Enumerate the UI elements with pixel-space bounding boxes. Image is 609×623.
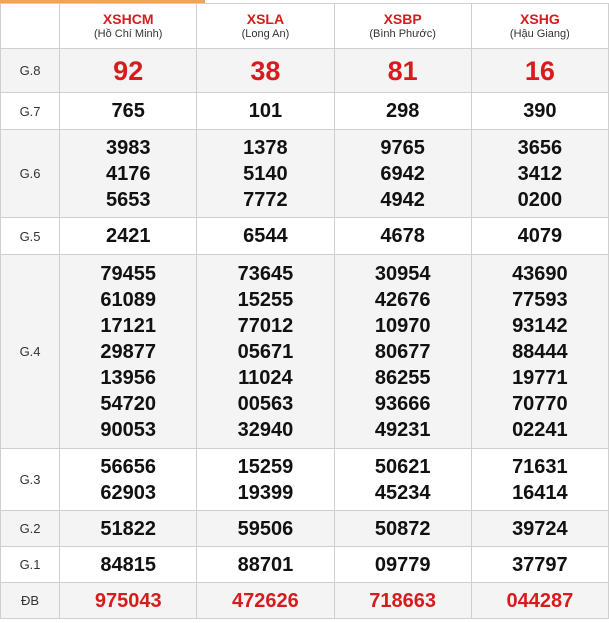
- prize-cell: [334, 511, 471, 547]
- prize-number: 56656: [100, 455, 157, 478]
- prize-cell: [197, 511, 334, 547]
- prize-cell: [60, 218, 197, 255]
- special-prize-number: 718663: [369, 589, 437, 612]
- prize-number: 88701: [237, 553, 294, 576]
- prize-label: G.5: [1, 218, 60, 255]
- prize-cell: [60, 583, 197, 619]
- prize-number: 37797: [512, 553, 568, 576]
- prize-label: G.8: [1, 49, 60, 93]
- prize-row-special: [1, 583, 609, 619]
- prize-number: 02241: [512, 418, 568, 441]
- prize-number: 5653: [105, 188, 151, 211]
- prize-number: 15259: [237, 455, 294, 478]
- prize-number: 79455: [100, 262, 157, 285]
- prize-number: 90053: [100, 418, 157, 441]
- province-code[interactable]: XSLA: [246, 11, 285, 27]
- province-code[interactable]: XSHCM: [102, 11, 154, 27]
- province-name: (Bình Phước): [369, 28, 436, 40]
- prize-cell: [334, 583, 471, 619]
- prize-label: G.6: [1, 130, 60, 218]
- prize-number: 93666: [374, 392, 431, 415]
- province-header-bp[interactable]: [334, 4, 471, 49]
- prize-label: G.1: [1, 547, 60, 583]
- prize-row-g6: [1, 130, 609, 218]
- prize-number: 11024: [238, 366, 293, 389]
- prize-cell: [471, 218, 608, 255]
- prize-cell: [471, 511, 608, 547]
- prize-row-g7: [1, 93, 609, 130]
- prize-number: 19399: [237, 481, 294, 504]
- prize-number: 9765: [380, 136, 425, 159]
- prize-number: 38: [250, 55, 281, 86]
- prize-cell: [197, 218, 334, 255]
- prize-number: 3983: [105, 136, 151, 159]
- prize-number: 2421: [105, 225, 151, 247]
- prize-number: 39724: [512, 517, 568, 540]
- prize-number: 10970: [374, 314, 431, 337]
- prize-number: 16: [524, 55, 555, 86]
- prize-cell: [334, 218, 471, 255]
- prize-cell: [60, 49, 197, 93]
- prize-cell: [471, 449, 608, 511]
- prize-number: 92: [113, 55, 144, 86]
- province-code[interactable]: XSBP: [383, 11, 422, 27]
- prize-row-g2: [1, 511, 609, 547]
- prize-cell: [471, 93, 608, 130]
- special-prize-number: 044287: [506, 589, 574, 612]
- prize-number: 17121: [100, 314, 157, 337]
- prize-number: 88444: [512, 340, 568, 363]
- prize-cell: [197, 49, 334, 93]
- prize-cell: [334, 49, 471, 93]
- prize-number: 80677: [374, 340, 431, 363]
- prize-number: 73645: [237, 262, 294, 285]
- prize-number: 05671: [237, 340, 294, 363]
- prize-number: 62903: [100, 481, 157, 504]
- prize-number: 16414: [512, 481, 568, 504]
- prize-cell: [197, 449, 334, 511]
- prize-number: 30954: [374, 262, 431, 285]
- prize-number: 3656: [517, 136, 563, 159]
- prize-number: 50621: [374, 455, 431, 478]
- province-header-hg[interactable]: [471, 4, 608, 49]
- prize-number: 00563: [237, 392, 294, 415]
- prize-cell: [60, 511, 197, 547]
- prize-number: 51822: [100, 517, 157, 540]
- special-prize-number: 472626: [232, 589, 299, 612]
- prize-number: 50872: [374, 517, 431, 540]
- prize-number: 6942: [380, 162, 425, 185]
- prize-number: 5140: [243, 162, 288, 185]
- prize-cell: [471, 130, 608, 218]
- province-name: (Hậu Giang): [509, 28, 570, 40]
- lottery-results-table: [0, 3, 609, 619]
- prize-cell: [334, 547, 471, 583]
- prize-cell: [334, 449, 471, 511]
- province-name: (Long An): [241, 28, 290, 40]
- prize-row-g5: [1, 218, 609, 255]
- prize-row-g3: [1, 449, 609, 511]
- prize-number: 0200: [517, 188, 563, 211]
- prize-cell: [197, 130, 334, 218]
- prize-cell: [334, 255, 471, 449]
- prize-label: G.7: [1, 93, 60, 130]
- prize-number: 13956: [100, 366, 157, 389]
- prize-cell: [197, 547, 334, 583]
- prize-number: 59506: [237, 517, 294, 540]
- prize-number: 4942: [380, 188, 425, 211]
- prize-cell: [60, 255, 197, 449]
- prize-number: 101: [248, 100, 283, 122]
- prize-number: 765: [111, 100, 145, 122]
- prize-number: 49231: [374, 418, 431, 441]
- prize-number: 43690: [512, 262, 568, 285]
- prize-number: 42676: [374, 288, 431, 311]
- province-header-la[interactable]: [197, 4, 334, 49]
- prize-row-g8: [1, 49, 609, 93]
- prize-cell: [197, 583, 334, 619]
- prize-row-g1: [1, 547, 609, 583]
- header-row: [1, 4, 609, 49]
- prize-number: 4176: [105, 162, 151, 185]
- prize-number: 29877: [100, 340, 157, 363]
- prize-cell: [471, 255, 608, 449]
- prize-number: 09779: [374, 553, 431, 576]
- prize-number: 15255: [237, 288, 294, 311]
- prize-number: 7772: [243, 188, 288, 211]
- prize-number: 54720: [100, 392, 157, 415]
- prize-cell: [60, 130, 197, 218]
- prize-cell: [60, 547, 197, 583]
- prize-number: 3412: [517, 162, 563, 185]
- prize-number: 77593: [512, 288, 568, 311]
- prize-cell: [60, 93, 197, 130]
- special-prize-number: 975043: [94, 589, 162, 612]
- prize-number: 93142: [512, 314, 568, 337]
- prize-cell: [471, 49, 608, 93]
- prize-number: 84815: [100, 553, 157, 576]
- prize-cell: [471, 547, 608, 583]
- prize-cell: [334, 130, 471, 218]
- prize-number: 19771: [512, 366, 568, 389]
- prize-number: 298: [385, 100, 420, 122]
- prize-number: 86255: [374, 366, 431, 389]
- prize-row-g4: [1, 255, 609, 449]
- corner-cell: [1, 4, 60, 49]
- province-header-hcm[interactable]: [60, 4, 197, 49]
- prize-cell: [471, 583, 608, 619]
- prize-number: 4678: [380, 225, 425, 247]
- prize-number: 1378: [243, 136, 288, 159]
- province-code[interactable]: XSHG: [520, 11, 560, 27]
- prize-number: 70770: [512, 392, 568, 415]
- prize-cell: [334, 93, 471, 130]
- prize-label: G.2: [1, 511, 60, 547]
- prize-number: 77012: [237, 314, 294, 337]
- province-name: (Hồ Chí Minh): [93, 28, 163, 40]
- prize-cell: [197, 255, 334, 449]
- prize-label: G.3: [1, 449, 60, 511]
- prize-cell: [60, 449, 197, 511]
- prize-number: 4079: [517, 225, 563, 247]
- prize-number: 81: [387, 55, 418, 86]
- prize-cell: [197, 93, 334, 130]
- prize-number: 45234: [374, 481, 431, 504]
- prize-label: ĐB: [1, 583, 60, 619]
- prize-number: 71631: [512, 455, 568, 478]
- prize-label: G.4: [1, 255, 60, 449]
- prize-number: 61089: [100, 288, 157, 311]
- prize-number: 32940: [237, 418, 294, 441]
- prize-number: 390: [523, 100, 557, 122]
- prize-number: 6544: [243, 225, 288, 247]
